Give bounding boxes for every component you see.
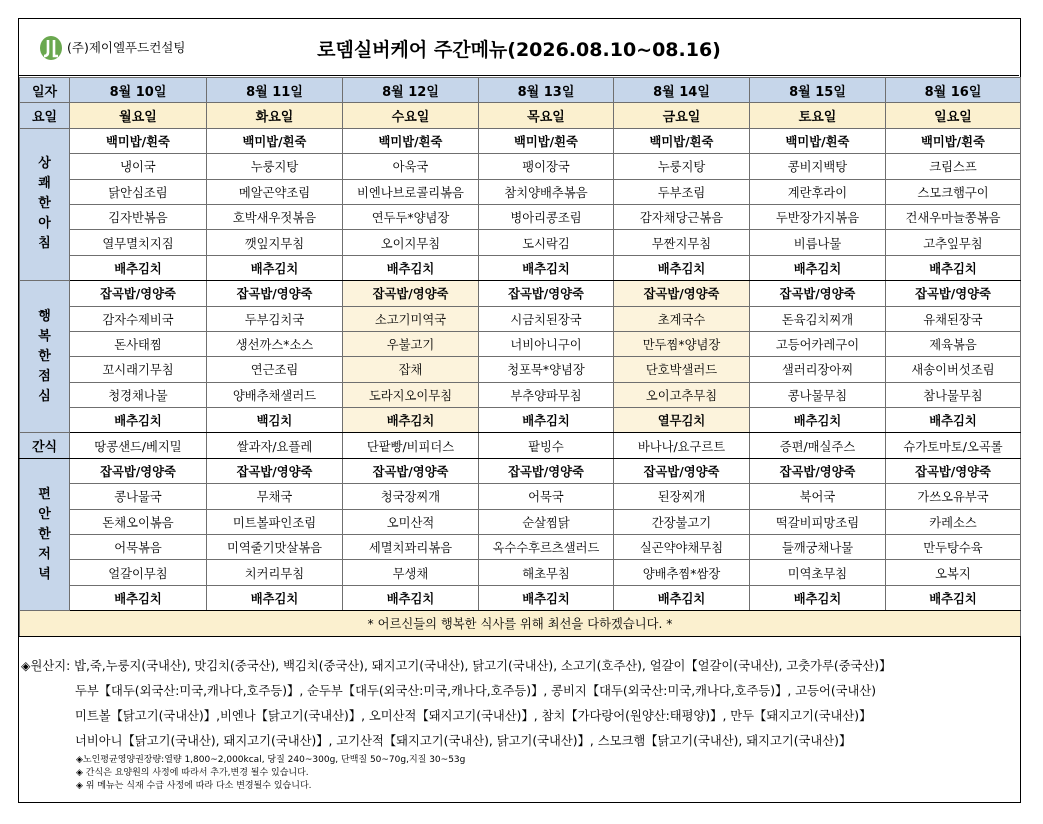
menu-item: 백미밥/흰죽: [343, 128, 479, 153]
footer-notes: [21, 654, 1016, 793]
menu-item: 잡곡밥/영양죽: [70, 458, 207, 483]
lunch-row: [20, 281, 1021, 306]
snack-item: 바나나/요구르트: [614, 433, 750, 458]
menu-item: 백미밥/흰죽: [886, 128, 1021, 153]
menu-item: 실곤약야채무침: [614, 535, 750, 560]
menu-item: 콩비지백탕: [750, 154, 886, 179]
menu-item: 백미밥/흰죽: [750, 128, 886, 153]
menu-item: 잡곡밥/영양죽: [207, 281, 343, 306]
menu-item: 배추김치: [886, 255, 1021, 280]
menu-item: 유채된장국: [886, 306, 1021, 331]
lunch-row: [20, 331, 1021, 356]
menu-item: 김자반볶음: [70, 204, 207, 229]
weekday-cell: 수요일: [343, 103, 479, 128]
menu-item: 배추김치: [479, 255, 614, 280]
note-row: [20, 611, 1021, 636]
menu-item: 두부조림: [614, 179, 750, 204]
menu-item: 떡갈비피망조림: [750, 509, 886, 534]
menu-item: 메알곤약조림: [207, 179, 343, 204]
date-row: [20, 78, 1021, 103]
page-title: 로뎀실버케어 주간메뉴(2026.08.10~08.16): [317, 39, 721, 61]
menu-item: 돈육김치찌개: [750, 306, 886, 331]
weekday-label: 요일: [20, 103, 70, 128]
dinner-row: [20, 585, 1021, 610]
menu-item: 부추양파무침: [479, 382, 614, 407]
menu-item: 우불고기: [343, 331, 479, 356]
menu-item: 무생채: [343, 560, 479, 585]
menu-item: 생선까스*소스: [207, 331, 343, 356]
menu-item: 잡곡밥/영양죽: [479, 458, 614, 483]
menu-item: 도시락김: [479, 230, 614, 255]
menu-item: 계란후라이: [750, 179, 886, 204]
menu-item: 미역줄기맛살볶음: [207, 535, 343, 560]
menu-item: 미역초무침: [750, 560, 886, 585]
menu-item: 배추김치: [207, 585, 343, 610]
menu-item: 잡곡밥/영양죽: [614, 458, 750, 483]
date-cell: 8월 11일: [207, 78, 343, 103]
menu-item: 누룽지탕: [614, 154, 750, 179]
menu-item: 어묵국: [479, 484, 614, 509]
menu-item: 백미밥/흰죽: [207, 128, 343, 153]
menu-item: 병아리콩조림: [479, 204, 614, 229]
menu-item: 잡채: [343, 357, 479, 382]
menu-item: 잡곡밥/영양죽: [479, 281, 614, 306]
menu-item: 너비아니구이: [479, 331, 614, 356]
menu-item: 무채국: [207, 484, 343, 509]
menu-item: 연두두*양념장: [343, 204, 479, 229]
menu-item: 연근조림: [207, 357, 343, 382]
snack-item: 슈가토마토/오곡롤: [886, 433, 1021, 458]
date-cell: 8월 13일: [479, 78, 614, 103]
weekday-cell: 토요일: [750, 103, 886, 128]
menu-item: 잡곡밥/영양죽: [614, 281, 750, 306]
note-banner: * 어르신들의 행복한 식사를 위해 최선을 다하겠습니다. *: [20, 611, 1021, 636]
menu-item: 열무김치: [614, 408, 750, 433]
menu-item: 백미밥/흰죽: [479, 128, 614, 153]
snack-item: 증편/매실주스: [750, 433, 886, 458]
breakfast-row: [20, 230, 1021, 255]
menu-item: 배추김치: [479, 585, 614, 610]
menu-item: 비엔나브로콜리볶음: [343, 179, 479, 204]
menu-item: 도라지오이무침: [343, 382, 479, 407]
weekday-cell: 화요일: [207, 103, 343, 128]
menu-item: 양배추채샐러드: [207, 382, 343, 407]
breakfast-row: [20, 255, 1021, 280]
menu-item: 오복지: [886, 560, 1021, 585]
menu-item: 참나물무침: [886, 382, 1021, 407]
dinner-row: [20, 560, 1021, 585]
dinner-row: [20, 484, 1021, 509]
weekday-cell: 일요일: [886, 103, 1021, 128]
menu-item: 어묵볶음: [70, 535, 207, 560]
menu-item: 간장불고기: [614, 509, 750, 534]
menu-item: 배추김치: [750, 255, 886, 280]
menu-change-note: ◈ 위 메뉴는 식재 수급 사정에 따라 다소 변경될수 있습니다.: [76, 781, 312, 791]
menu-sheet: [18, 18, 1021, 803]
menu-item: 해초무침: [479, 560, 614, 585]
breakfast-row: [20, 179, 1021, 204]
origin-line: 너비아니【닭고기(국내산), 돼지고기(국내산)】, 고기산적【돼지고기(국내산), 닭고기(국내산)】, 스모크햄【닭고기(국내산), 돼지고기(국내산)】: [75, 734, 852, 748]
lunch-row: [20, 357, 1021, 382]
menu-item: 비름나물: [750, 230, 886, 255]
sheet-header: [19, 19, 1019, 76]
lunch-row: [20, 306, 1021, 331]
menu-item: 잡곡밥/영양죽: [750, 281, 886, 306]
menu-item: 두반장가지볶음: [750, 204, 886, 229]
menu-item: 치커리무침: [207, 560, 343, 585]
menu-item: 배추김치: [70, 585, 207, 610]
menu-item: 배추김치: [750, 408, 886, 433]
menu-item: 소고기미역국: [343, 306, 479, 331]
dinner-row: [20, 535, 1021, 560]
menu-item: 참치양배추볶음: [479, 179, 614, 204]
menu-item: 스모크햄구이: [886, 179, 1021, 204]
date-label: 일자: [20, 78, 70, 103]
weekday-row: [20, 103, 1021, 128]
menu-item: 초계국수: [614, 306, 750, 331]
menu-item: 세멸치꽈리볶음: [343, 535, 479, 560]
menu-item: 카레소스: [886, 509, 1021, 534]
menu-item: 잡곡밥/영양죽: [70, 281, 207, 306]
menu-item: 배추김치: [70, 408, 207, 433]
weekday-cell: 금요일: [614, 103, 750, 128]
menu-item: 냉이국: [70, 154, 207, 179]
menu-item: 크림스프: [886, 154, 1021, 179]
menu-item: 오이지무침: [343, 230, 479, 255]
date-cell: 8월 16일: [886, 78, 1021, 103]
menu-item: 감자수제비국: [70, 306, 207, 331]
menu-item: 들깨궁채나물: [750, 535, 886, 560]
menu-item: 제육볶음: [886, 331, 1021, 356]
company-name: (주)제이엘푸드컨설팅: [67, 40, 186, 55]
menu-item: 배추김치: [886, 408, 1021, 433]
menu-item: 미트볼파인조림: [207, 509, 343, 534]
menu-item: 청경채나물: [70, 382, 207, 407]
menu-item: 배추김치: [886, 585, 1021, 610]
menu-item: 오미산적: [343, 509, 479, 534]
menu-item: 감자채당근볶음: [614, 204, 750, 229]
menu-item: 잡곡밥/영양죽: [886, 458, 1021, 483]
menu-item: 배추김치: [343, 585, 479, 610]
lunch-row: [20, 382, 1021, 407]
menu-item: 누룽지탕: [207, 154, 343, 179]
menu-item: 꼬시래기무침: [70, 357, 207, 382]
menu-item: 오이고추무침: [614, 382, 750, 407]
menu-item: 배추김치: [750, 585, 886, 610]
menu-item: 옥수수후르츠샐러드: [479, 535, 614, 560]
menu-item: 잡곡밥/영양죽: [750, 458, 886, 483]
menu-item: 잡곡밥/영양죽: [207, 458, 343, 483]
snack-label: 간식: [20, 433, 70, 458]
menu-item: 배추김치: [614, 255, 750, 280]
menu-item: 고등어카레구이: [750, 331, 886, 356]
origin-line: 미트볼【닭고기(국내산)】,비엔나【닭고기(국내산)】, 오미산적【돼지고기(국내산)】, 참치【가다랑어(원양산:태평양)】, 만두【돼지고기(국내산)】: [75, 709, 872, 723]
menu-item: 콩나물국: [70, 484, 207, 509]
menu-item: 백미밥/흰죽: [614, 128, 750, 153]
menu-item: 배추김치: [70, 255, 207, 280]
menu-item: 된장찌개: [614, 484, 750, 509]
menu-item: 잡곡밥/영양죽: [343, 281, 479, 306]
breakfast-label: 상 쾌 한 아 침: [20, 128, 70, 280]
snack-item: 단팥빵/비피더스: [343, 433, 479, 458]
menu-item: 무짠지무침: [614, 230, 750, 255]
nutrition-note: ◈노인평균영양권장량:열량 1,800~2,000kcal, 당질 240~300g, 단백질 50~70g,지질 30~53g: [76, 755, 466, 765]
origin-line: 두부【대두(외국산:미국,캐나다,호주등)】, 순두부【대두(외국산:미국,캐나다,호주등)】, 콩비지【대두(외국산:미국,캐나다,호주등)】, 고등어(국내산): [75, 684, 877, 698]
menu-item: 아욱국: [343, 154, 479, 179]
menu-item: 콩나물무침: [750, 382, 886, 407]
weekday-cell: 목요일: [479, 103, 614, 128]
menu-item: 청국장찌개: [343, 484, 479, 509]
menu-item: 순살찜닭: [479, 509, 614, 534]
menu-item: 깻잎지무침: [207, 230, 343, 255]
snack-row: [20, 433, 1021, 458]
menu-item: 시금치된장국: [479, 306, 614, 331]
menu-item: 가쓰오유부국: [886, 484, 1021, 509]
date-cell: 8월 14일: [614, 78, 750, 103]
dinner-row: [20, 509, 1021, 534]
menu-item: 돈채오이볶음: [70, 509, 207, 534]
breakfast-row: [20, 204, 1021, 229]
menu-item: 돈사태찜: [70, 331, 207, 356]
menu-item: 배추김치: [343, 255, 479, 280]
menu-item: 두부김치국: [207, 306, 343, 331]
weekly-menu-table: [19, 77, 1021, 637]
date-cell: 8월 10일: [70, 78, 207, 103]
menu-item: 새송이버섯조림: [886, 357, 1021, 382]
breakfast-row: [20, 128, 1021, 153]
menu-item: 청포묵*양념장: [479, 357, 614, 382]
lunch-label: 행 복 한 점 심: [20, 281, 70, 433]
menu-item: 얼갈이무침: [70, 560, 207, 585]
menu-item: 만두찜*양념장: [614, 331, 750, 356]
lunch-row: [20, 408, 1021, 433]
menu-item: 단호박샐러드: [614, 357, 750, 382]
menu-item: 백미밥/흰죽: [70, 128, 207, 153]
menu-item: 잡곡밥/영양죽: [886, 281, 1021, 306]
snack-item: 쌀과자/요플레: [207, 433, 343, 458]
menu-item: 건새우마늘쫑볶음: [886, 204, 1021, 229]
snack-note: ◈ 간식은 요양원의 사정에 따라서 추가,변경 될수 있습니다.: [76, 768, 309, 778]
menu-item: 잡곡밥/영양죽: [343, 458, 479, 483]
menu-item: 배추김치: [207, 255, 343, 280]
dinner-label: 편 안 한 저 녁: [20, 458, 70, 610]
menu-item: 백김치: [207, 408, 343, 433]
menu-item: 양배추찜*쌈장: [614, 560, 750, 585]
menu-item: 닭안심조림: [70, 179, 207, 204]
menu-item: 북어국: [750, 484, 886, 509]
menu-item: 샐러리장아찌: [750, 357, 886, 382]
menu-item: 팽이장국: [479, 154, 614, 179]
origin-line: ◈원산지: 밥,죽,누룽지(국내산), 맛김치(중국산), 백김치(중국산), 돼지고기(국내산), 닭고기(국내산), 소고기(호주산), 얼갈이【얼갈이(국내산), 고춧가루(중국산)】: [21, 659, 892, 673]
snack-item: 땅콩샌드/베지밀: [70, 433, 207, 458]
menu-item: 배추김치: [614, 585, 750, 610]
dinner-row: [20, 458, 1021, 483]
menu-item: 배추김치: [479, 408, 614, 433]
breakfast-row: [20, 154, 1021, 179]
menu-item: 열무멸치지짐: [70, 230, 207, 255]
date-cell: 8월 12일: [343, 78, 479, 103]
menu-item: 호박새우젓볶음: [207, 204, 343, 229]
weekday-cell: 월요일: [70, 103, 207, 128]
date-cell: 8월 15일: [750, 78, 886, 103]
menu-item: 고추잎무침: [886, 230, 1021, 255]
menu-item: 배추김치: [343, 408, 479, 433]
snack-item: 팥빙수: [479, 433, 614, 458]
menu-item: 만두탕수육: [886, 535, 1021, 560]
